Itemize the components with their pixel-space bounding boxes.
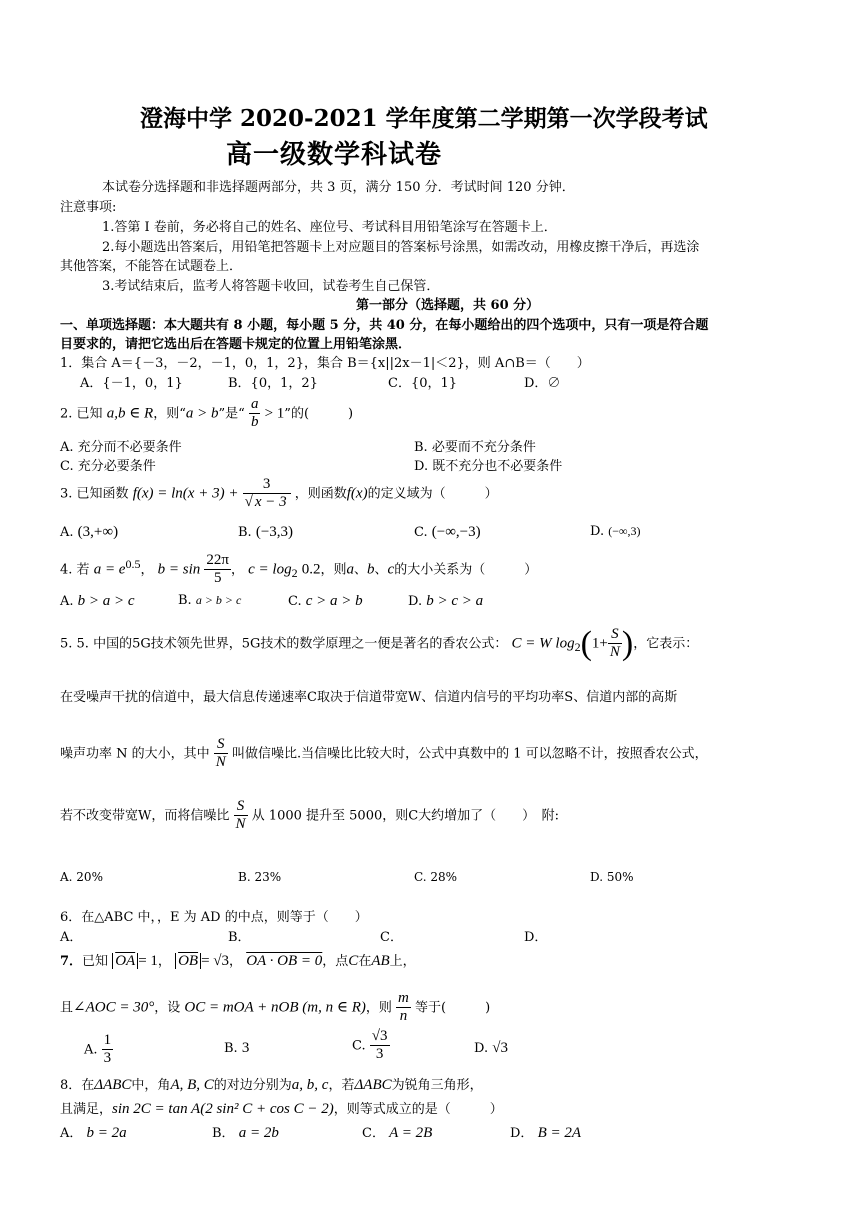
q7-stem-line2: 且∠AOC = 30°，设 OC = mOA + nOB (m, n ∈ R)，则 $\frac{m}{n}$ 等于( ) (60, 990, 491, 1025)
notice-item-2: 2.每小题选出答案后，用铅笔把答题卡上对应题目的答案标号涂黑，如需改动，用橡皮擦干净后，再选涂 (102, 240, 700, 255)
q7-option-a: A. $\frac{1}{3}$ (84, 1032, 112, 1067)
q5-stem-line4: 若不改变带宽W，而将信噪比 $\frac{S}{N}$ 从 1000 提升至 5000，则C大约增加了（ ） 附: (60, 798, 560, 833)
q2-stem: 2. 已知 a,b ∈ R，则“a > b”是“ $\frac{a}{b}$ > 1”的( ) (60, 396, 354, 431)
exam-description: 本试卷分选择题和非选择题两部分，共 3 页，满分 150 分．考试时间 120 分钟． (102, 180, 575, 195)
q2-option-d: D. 既不充分也不必要条件 (414, 459, 563, 474)
q1-stem: 1．集合 A＝{－3，－2，－1，0，1，2}，集合 B＝{x||2x－1|＜2}，则 A∩B＝（ ） (60, 356, 590, 371)
q6-stem: 6．在△ABC 中，，E 为 AD 的中点，则等于（ ） (60, 910, 368, 925)
q8-option-d: D． B = 2A (510, 1125, 582, 1141)
q6-option-b: B． (228, 930, 251, 945)
section-heading-cont: 目要求的，请把它选出后在答题卡规定的位置上用铅笔涂黑． (60, 337, 412, 352)
q2-option-c: C. 充分必要条件 (60, 459, 156, 474)
q1-option-d: D．∅ (524, 376, 561, 391)
q5-fraction: $\frac{S}{N}$ (609, 626, 620, 661)
q5-stem-line2: 在受噪声干扰的信道中，最大信息传递速率C取决于信道带宽W、信道内信号的平均功率S、信道内部的高斯 (60, 690, 678, 705)
q5-option-b: B. 23% (238, 870, 282, 884)
q2-option-b: B. 必要而不充分条件 (414, 440, 536, 455)
q2-fraction: $\frac{a}{b}$ (250, 396, 259, 431)
q5-stem-line1: 5. 5. 中国的5G技术领先世界，5G技术的数学原理之一便是著名的香农公式： C = W $\log_2(1+$ $\frac{S}{N}$ )，它表示： (60, 624, 699, 662)
q5-stem-line3: 噪声功率 N 的大小，其中 $\frac{S}{N}$ 叫做信噪比.当信噪比比较大时，公式中真数中的 1 可以忽略不计，按照香农公式， (60, 736, 708, 771)
q7-option-b: B. 3 (224, 1040, 250, 1056)
section-heading: 一、单项选择题：本大题共有 8 小题，每小题 5 分，共 40 分，在每小题给出的四个选项中，只有一项是符合题 (60, 318, 709, 333)
q6-option-d: D． (524, 930, 548, 945)
q3-option-d: D. (−∞,3) (590, 524, 641, 539)
q3-option-c: C. (−∞,−3) (414, 524, 481, 540)
q4-option-a: A. b > a > c (60, 593, 135, 609)
q2-option-a: A. 充分而不必要条件 (60, 440, 182, 455)
notice-item-1: 1.答第 I 卷前，务必将自己的姓名、座位号、考试科目用铅笔涂写在答题卡上． (102, 220, 557, 235)
q7-option-c: C. $\frac{√3}{3}$ (352, 1028, 388, 1063)
q4-stem: 4. 若 $a = e^{0.5}$， b = sin $\frac{22\pi}{5}$ ， $c = \log_2 0.2$，则a、b、c的大小关系为（ ） (60, 552, 538, 587)
q1-option-a: A．{－1，0，1} (80, 376, 183, 391)
q3-option-b: B. (−3,3) (238, 524, 294, 540)
q1-option-c: C．{0，1} (388, 376, 458, 391)
q4-option-c: C. c > a > b (288, 593, 363, 609)
q4-option-d: D. b > c > a (408, 593, 484, 609)
q6-option-a: A． (60, 930, 83, 945)
q7-fraction: $\frac{m}{n}$ (398, 990, 409, 1025)
q8-option-c: C． A = 2B (362, 1125, 433, 1141)
q8-option-b: B． a = 2b (212, 1125, 279, 1141)
q3-option-a: A. (3,+∞) (60, 524, 119, 540)
q4-option-b: B. a > b > c (178, 593, 242, 608)
exam-subtitle: 高一级数学科试卷 (226, 140, 443, 170)
q7-option-d: D. √3 (474, 1040, 508, 1056)
exam-title: 澄海中学 2020-2021 学年度第二学期第一次学段考试 (140, 105, 708, 132)
q3-stem: 3. 已知函数 f(x) = ln(x + 3) + $\frac{3}{√ x - 3}$ ，则函数f(x)的定义域为（ ） (60, 476, 498, 511)
q5-option-a: A. 20% (60, 870, 103, 884)
q8-option-a: A． b = 2a (60, 1125, 127, 1141)
notice-item-2-cont: 其他答案，不能答在试题卷上． (60, 259, 243, 274)
part1-title: 第一部分（选择题，共 60 分） (356, 298, 540, 313)
notice-item-3: 3.考试结束后，监考人将答题卡收回，试卷考生自己保管． (102, 279, 440, 294)
q8-stem-line1: 8．在ΔABC中，角A, B, C的对边分别为a, b, c，若ΔABC为锐角三角形， (60, 1077, 483, 1093)
notice-title: 注意事项: (60, 200, 117, 215)
q4-fraction: $\frac{22\pi}{5}$ (206, 552, 229, 587)
q8-stem-line2: 且满足，sin 2C = tan A(2 sin² C + cos C − 2)，则等式成立的是（ ） (60, 1101, 503, 1117)
q3-fraction: $\frac{3}{√ x - 3}$ (243, 476, 291, 512)
q5-option-d: D. 50% (590, 870, 634, 884)
q6-option-c: C． (380, 930, 403, 945)
q7-stem-line1: 7．已知 $\overline{OA} = 1$， $\overline{OB} = √3$， OA · OB = 0，点C在AB上， (60, 953, 416, 969)
q5-option-c: C. 28% (414, 870, 458, 884)
q1-option-b: B．{0，1，2} (228, 376, 318, 391)
